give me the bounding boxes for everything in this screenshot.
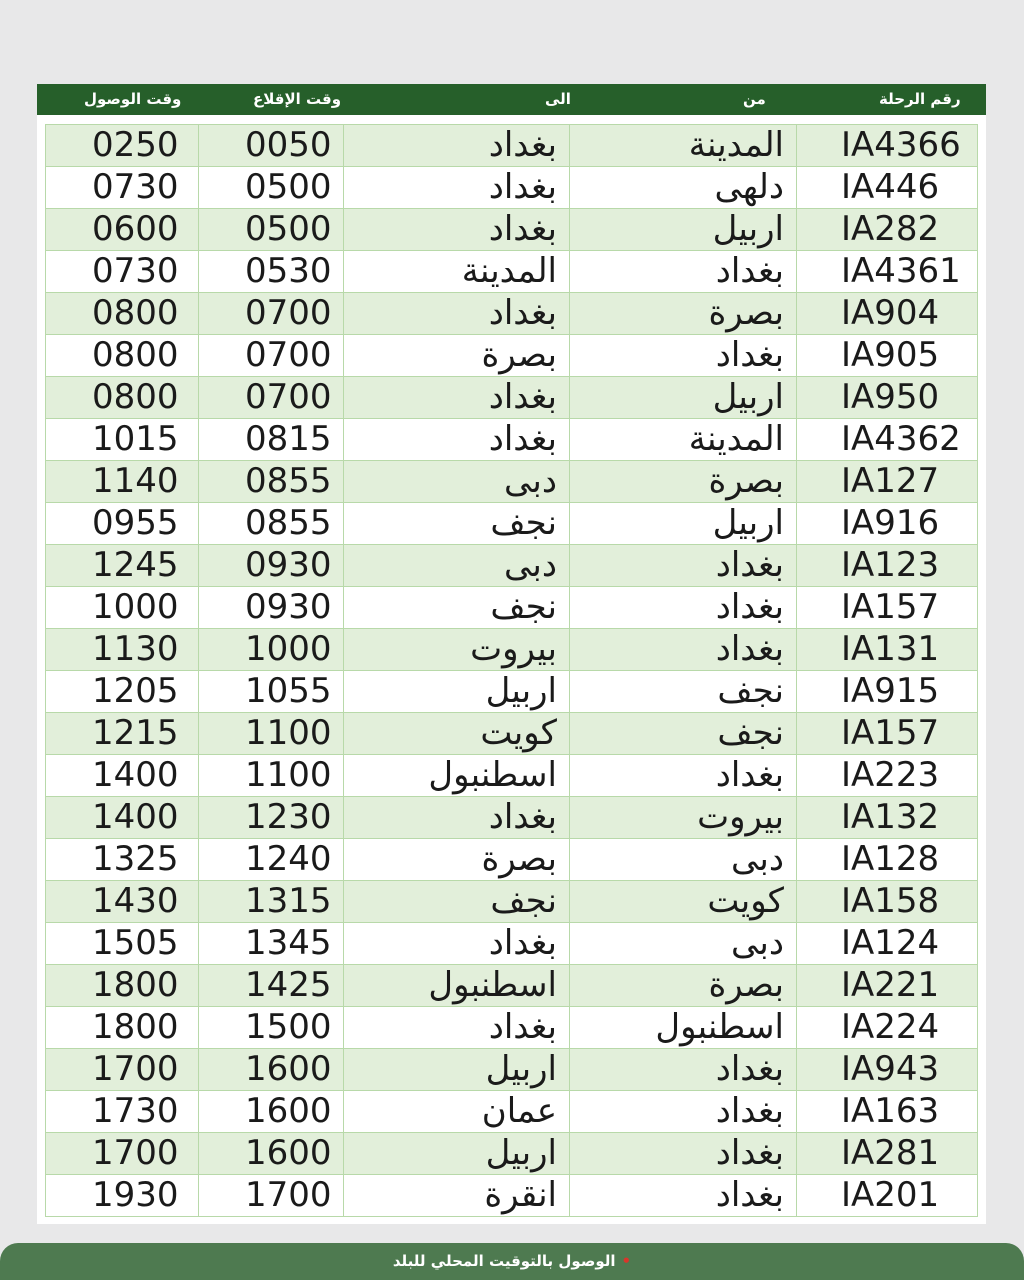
arrival-cell: 0730 [46,167,199,209]
flight-number-cell: IA157 [797,713,978,755]
arrival-cell: 0800 [46,293,199,335]
from-cell: بغداد [570,335,797,377]
to-cell: اسطنبول [344,755,570,797]
flight-number-cell: IA4362 [797,419,978,461]
to-cell: بغداد [344,1007,570,1049]
table-row [46,629,978,671]
from-cell: بغداد [570,755,797,797]
flight-number-cell: IA943 [797,1049,978,1091]
to-cell: بغداد [344,377,570,419]
header-to: الى [545,90,571,108]
arrival-cell: 1130 [46,629,199,671]
table-row [46,545,978,587]
from-cell: نجف [570,713,797,755]
table-row [46,461,978,503]
departure-cell: 0855 [199,503,344,545]
to-cell: بصرة [344,839,570,881]
departure-cell: 1425 [199,965,344,1007]
flight-number-cell: IA950 [797,377,978,419]
to-cell: بيروت [344,629,570,671]
from-cell: بصرة [570,293,797,335]
departure-cell: 1055 [199,671,344,713]
departure-cell: 0700 [199,377,344,419]
departure-cell: 1100 [199,755,344,797]
to-cell: نجف [344,881,570,923]
to-cell: اربيل [344,671,570,713]
flight-number-cell: IA221 [797,965,978,1007]
flight-number-cell: IA905 [797,335,978,377]
flight-number-cell: IA128 [797,839,978,881]
flight-number-cell: IA201 [797,1175,978,1217]
departure-cell: 1315 [199,881,344,923]
arrival-cell: 1140 [46,461,199,503]
arrival-cell: 1000 [46,587,199,629]
flight-number-cell: IA281 [797,1133,978,1175]
departure-cell: 0855 [199,461,344,503]
flight-number-cell: IA157 [797,587,978,629]
table-row [46,251,978,293]
departure-cell: 0815 [199,419,344,461]
to-cell: نجف [344,587,570,629]
arrival-cell: 1400 [46,755,199,797]
departure-cell: 1700 [199,1175,344,1217]
table-row [46,713,978,755]
arrival-cell: 1015 [46,419,199,461]
from-cell: بغداد [570,1049,797,1091]
from-cell: بغداد [570,545,797,587]
departure-cell: 0050 [199,125,344,167]
flight-number-cell: IA158 [797,881,978,923]
table-row [46,755,978,797]
arrival-cell: 1325 [46,839,199,881]
flight-number-cell: IA282 [797,209,978,251]
arrival-cell: 1430 [46,881,199,923]
from-cell: اربيل [570,209,797,251]
footer-bar [0,1243,1024,1280]
departure-cell: 1500 [199,1007,344,1049]
table-row [46,1007,978,1049]
table-row [46,503,978,545]
flight-number-cell: IA131 [797,629,978,671]
from-cell: المدينة [570,419,797,461]
table-row [46,335,978,377]
table-row [46,1049,978,1091]
to-cell: بغداد [344,293,570,335]
table-row [46,1175,978,1217]
from-cell: اسطنبول [570,1007,797,1049]
flight-number-cell: IA904 [797,293,978,335]
from-cell: المدينة [570,125,797,167]
flight-number-cell: IA224 [797,1007,978,1049]
departure-cell: 1000 [199,629,344,671]
to-cell: نجف [344,503,570,545]
arrival-cell: 1700 [46,1133,199,1175]
bullet-icon: • [621,1252,632,1270]
table-row [46,419,978,461]
to-cell: انقرة [344,1175,570,1217]
to-cell: اربيل [344,1049,570,1091]
flight-table [45,124,977,1217]
arrival-cell: 0250 [46,125,199,167]
flight-number-cell: IA916 [797,503,978,545]
table-row [46,167,978,209]
departure-cell: 1600 [199,1133,344,1175]
departure-cell: 1600 [199,1049,344,1091]
flight-number-cell: IA132 [797,797,978,839]
table-row [46,377,978,419]
arrival-cell: 1205 [46,671,199,713]
to-cell: بصرة [344,335,570,377]
header-flight-number: رقم الرحلة [879,90,961,108]
table-row [46,797,978,839]
table-row [46,881,978,923]
departure-cell: 1600 [199,1091,344,1133]
arrival-cell: 1400 [46,797,199,839]
arrival-cell: 0955 [46,503,199,545]
arrival-cell: 0800 [46,377,199,419]
to-cell: المدينة [344,251,570,293]
flight-number-cell: IA4361 [797,251,978,293]
table-row [46,1133,978,1175]
departure-cell: 0700 [199,335,344,377]
from-cell: اربيل [570,503,797,545]
arrival-cell: 0730 [46,251,199,293]
flight-number-cell: IA915 [797,671,978,713]
from-cell: بغداد [570,587,797,629]
to-cell: بغداد [344,167,570,209]
header-from: من [743,90,766,108]
table-row [46,1091,978,1133]
table-row [46,587,978,629]
from-cell: بغداد [570,1091,797,1133]
from-cell: بغداد [570,251,797,293]
to-cell: اربيل [344,1133,570,1175]
table-row [46,839,978,881]
to-cell: بغداد [344,797,570,839]
flight-number-cell: IA127 [797,461,978,503]
to-cell: بغداد [344,125,570,167]
from-cell: دبى [570,839,797,881]
arrival-cell: 1930 [46,1175,199,1217]
table-row [46,965,978,1007]
to-cell: اسطنبول [344,965,570,1007]
from-cell: بغداد [570,629,797,671]
to-cell: دبى [344,461,570,503]
flight-number-cell: IA223 [797,755,978,797]
flight-number-cell: IA123 [797,545,978,587]
flight-number-cell: IA163 [797,1091,978,1133]
to-cell: بغداد [344,419,570,461]
to-cell: بغداد [344,923,570,965]
table-row [46,923,978,965]
arrival-cell: 0800 [46,335,199,377]
arrival-cell: 1800 [46,1007,199,1049]
to-cell: كويت [344,713,570,755]
from-cell: نجف [570,671,797,713]
from-cell: كويت [570,881,797,923]
header-departure: وقت الإقلاع [253,90,342,108]
flight-number-cell: IA124 [797,923,978,965]
arrival-cell: 1800 [46,965,199,1007]
footer-note [0,1252,1024,1270]
arrival-cell: 1730 [46,1091,199,1133]
departure-cell: 0930 [199,545,344,587]
from-cell: بغداد [570,1133,797,1175]
arrival-cell: 1505 [46,923,199,965]
arrival-cell: 1215 [46,713,199,755]
from-cell: دلهى [570,167,797,209]
arrival-cell: 1245 [46,545,199,587]
flight-number-cell: IA4366 [797,125,978,167]
from-cell: دبى [570,923,797,965]
from-cell: بصرة [570,461,797,503]
to-cell: دبى [344,545,570,587]
departure-cell: 1100 [199,713,344,755]
arrival-cell: 1700 [46,1049,199,1091]
departure-cell: 0700 [199,293,344,335]
departure-cell: 0500 [199,167,344,209]
table-row [46,125,978,167]
table-row [46,293,978,335]
flight-number-cell: IA446 [797,167,978,209]
from-cell: بيروت [570,797,797,839]
table-row [46,671,978,713]
from-cell: بغداد [570,1175,797,1217]
to-cell: عمان [344,1091,570,1133]
to-cell: بغداد [344,209,570,251]
departure-cell: 0930 [199,587,344,629]
departure-cell: 0500 [199,209,344,251]
arrival-cell: 0600 [46,209,199,251]
departure-cell: 1230 [199,797,344,839]
departure-cell: 0530 [199,251,344,293]
header-arrival: وقت الوصول [84,90,182,108]
from-cell: اربيل [570,377,797,419]
table-row [46,209,978,251]
footer-note-text: الوصول بالتوقيت المحلي للبلد [392,1252,616,1270]
from-cell: بصرة [570,965,797,1007]
departure-cell: 1345 [199,923,344,965]
departure-cell: 1240 [199,839,344,881]
table-header [37,84,986,115]
